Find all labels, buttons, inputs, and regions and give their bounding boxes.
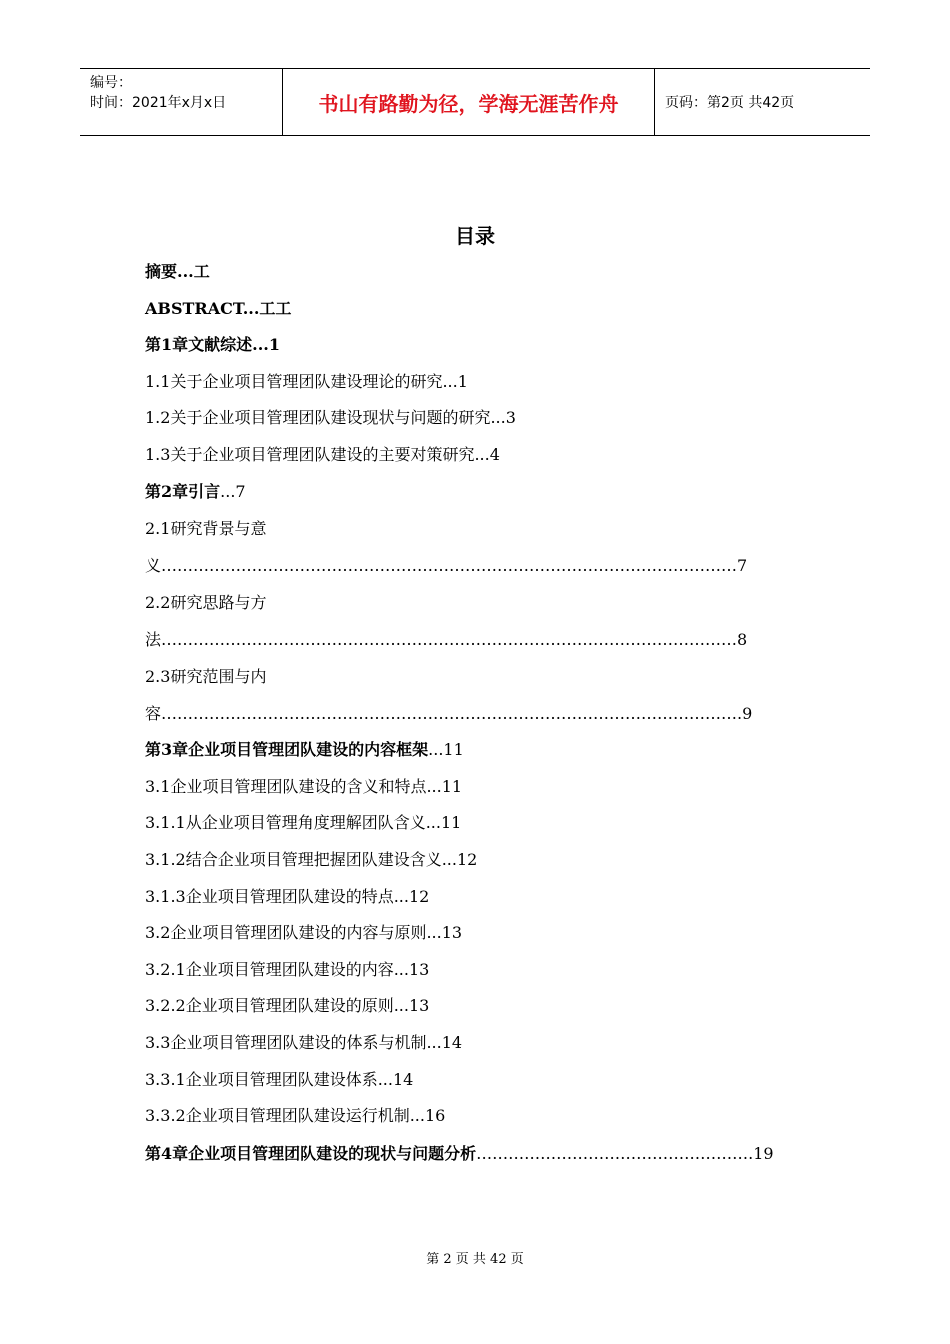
table-of-contents [145, 254, 845, 1172]
toc-entry[interactable]: 1.3关于企业项目管理团队建设的主要对策研究...4 [145, 444, 500, 464]
toc-entry[interactable]: 3.1.2结合企业项目管理把握团队建设含义...12 [145, 849, 478, 869]
code-label: 编号： [90, 75, 132, 91]
toc-entry[interactable]: 1.1关于企业项目管理团队建设理论的研究...1 [145, 371, 468, 391]
toc-entry[interactable]: 3.2企业项目管理团队建设的内容与原则...13 [145, 923, 463, 943]
toc-entry[interactable]: 3.2.1企业项目管理团队建设的内容...13 [145, 959, 430, 979]
toc-entry[interactable]: 3.1企业项目管理团队建设的含义和特点...11 [145, 776, 463, 796]
toc-entry[interactable]: 3.1.1从企业项目管理角度理解团队含义...11 [145, 813, 462, 833]
toc-entry[interactable]: 2.1研究背景与意义………………………………………………………………………………………………7 [145, 519, 748, 576]
toc-entry[interactable]: 第2章引言...7 [145, 481, 246, 501]
toc-entry[interactable]: 1.2关于企业项目管理团队建设现状与问题的研究...3 [145, 408, 516, 428]
header-motto: 书山有路勤为径，学海无涯苦作舟 [282, 69, 655, 135]
toc-entry[interactable]: 3.3.1企业项目管理团队建设体系...14 [145, 1069, 414, 1089]
toc-entry[interactable]: 3.3企业项目管理团队建设的体系与机制...14 [145, 1032, 463, 1052]
toc-entry[interactable]: 第4章企业项目管理团队建设的现状与问题分析…………………………………………….19 [145, 1143, 774, 1163]
toc-entry[interactable]: 3.1.3企业项目管理团队建设的特点...12 [145, 886, 430, 906]
toc-entry[interactable]: 3.3.2企业项目管理团队建设运行机制...16 [145, 1106, 446, 1126]
toc-entry[interactable]: 第3章企业项目管理团队建设的内容框架...11 [145, 740, 464, 760]
toc-entry[interactable]: 摘要...工 [145, 262, 210, 281]
toc-entry[interactable]: 2.2研究思路与方法………………………………………………………………………………………………8 [145, 593, 748, 650]
page-footer: 第 2 页 共 42 页 [426, 1252, 524, 1267]
toc-entry[interactable]: 第1章文献综述...1 [145, 335, 280, 355]
toc-entry[interactable]: 2.3研究范围与内容……………………………………………………………………………………………….9 [145, 667, 753, 724]
toc-entry[interactable]: ABSTRACT...工工 [145, 298, 292, 318]
time-label: 时间：2021年x月x日 [90, 95, 227, 111]
header-meta [80, 69, 282, 135]
page-header [80, 68, 870, 136]
header-page: 页码：第2页 共42页 [665, 95, 795, 111]
toc-entry[interactable]: 3.2.2企业项目管理团队建设的原则...13 [145, 996, 430, 1016]
toc-title: 目录 [455, 224, 495, 248]
